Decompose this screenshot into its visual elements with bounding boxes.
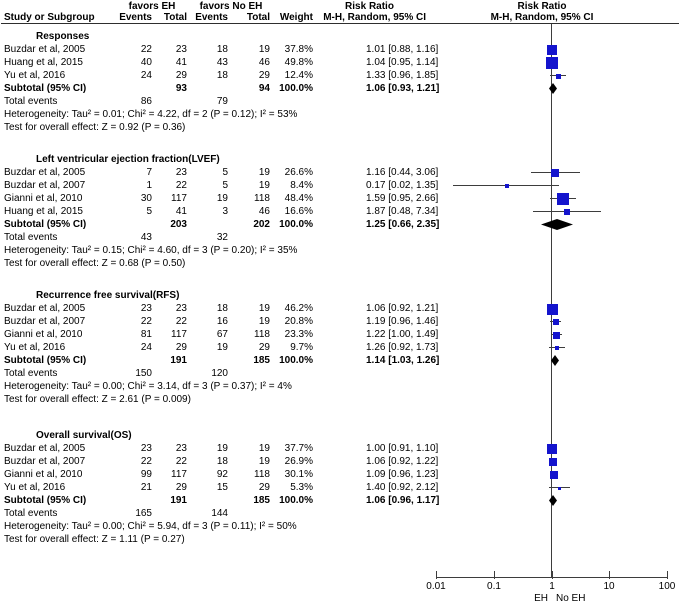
point-estimate-square <box>550 471 558 479</box>
weight-value: 12.4% <box>284 70 313 81</box>
point-estimate-square <box>557 193 569 205</box>
overall-effect-row <box>0 121 426 134</box>
risk-ratio-ci-value: 1.09 [0.96, 1.23] <box>366 469 439 480</box>
events-eh-value: 24 <box>140 70 152 81</box>
events-noeh-value: 19 <box>216 193 228 204</box>
weight-value: 46.2% <box>284 303 313 314</box>
total-eh-value: 23 <box>175 167 187 178</box>
study-row <box>0 302 439 315</box>
total-noeh-value: 118 <box>254 469 270 480</box>
overall-effect-row <box>0 533 426 546</box>
total-noeh-value: 46 <box>258 57 270 68</box>
subtotal-row <box>0 494 440 507</box>
risk-ratio-ci-value: 1.00 [0.91, 1.10] <box>366 443 439 454</box>
study-row <box>0 56 439 69</box>
total-eh-value: 117 <box>171 329 187 340</box>
total-noeh-value: 19 <box>258 316 270 327</box>
subtotal-label: Subtotal (95% CI) <box>4 355 87 366</box>
study-label: Gianni et al, 2010 <box>4 329 83 340</box>
risk-ratio-ci-value: 1.22 [1.00, 1.49] <box>366 329 439 340</box>
risk-ratio-ci-value: 1.26 [0.92, 1.73] <box>366 342 439 353</box>
study-label: Buzdar et al, 2005 <box>4 167 86 178</box>
events-eh-header: Events <box>119 12 152 23</box>
total-noeh-value: 19 <box>258 44 270 55</box>
total-noeh-header: Total <box>246 12 270 23</box>
events-eh-value: 23 <box>140 303 152 314</box>
subtotal-weight: 100.0% <box>279 495 313 506</box>
study-row <box>0 341 439 354</box>
total-eh-header: Total <box>163 12 187 23</box>
study-row <box>0 315 439 328</box>
favors-eh-header: favors EH <box>128 1 176 12</box>
total-events-row <box>0 507 426 520</box>
study-label: Yu et al, 2016 <box>4 482 66 493</box>
weight-value: 16.6% <box>284 206 313 217</box>
point-estimate-square <box>546 57 558 69</box>
point-estimate-square <box>547 444 557 454</box>
heterogeneity-row <box>0 108 426 121</box>
total-noeh-value: 118 <box>254 193 270 204</box>
study-label: Buzdar et al, 2007 <box>4 316 86 327</box>
subtotal-risk-ratio-ci: 1.06 [0.96, 1.17] <box>366 495 440 506</box>
total-events-row <box>0 231 426 244</box>
total-events-label: Total events <box>4 96 58 107</box>
risk-ratio-ci-value: 1.19 [0.96, 1.46] <box>366 316 439 327</box>
subtotal-total-noeh: 185 <box>253 495 270 506</box>
subtotal-total-eh: 203 <box>170 219 187 230</box>
total-events-label: Total events <box>4 368 58 379</box>
study-row <box>0 468 439 481</box>
events-noeh-value: 5 <box>222 180 228 191</box>
subtotal-diamond <box>541 219 573 230</box>
axis-tick-label: 0.1 <box>487 581 501 592</box>
axis-tick <box>609 571 610 579</box>
study-label: Buzdar et al, 2005 <box>4 443 86 454</box>
heterogeneity-row <box>0 244 426 257</box>
no-effect-line <box>551 24 552 578</box>
subtotal-label: Subtotal (95% CI) <box>4 219 87 230</box>
weight-value: 26.9% <box>284 456 313 467</box>
risk-ratio-ci-value: 1.87 [0.48, 7.34] <box>366 206 439 217</box>
total-eh-value: 29 <box>175 70 187 81</box>
subtotal-label: Subtotal (95% CI) <box>4 495 87 506</box>
risk-ratio-ci-value: 1.04 [0.95, 1.14] <box>366 57 439 68</box>
weight-value: 48.4% <box>284 193 313 204</box>
study-row <box>0 481 439 494</box>
weight-value: 26.6% <box>284 167 313 178</box>
total-events-row <box>0 95 426 108</box>
axis-tick-label: 0.01 <box>426 581 446 592</box>
study-label: Yu et al, 2016 <box>4 342 66 353</box>
total-eh-value: 117 <box>171 193 187 204</box>
mh-random-plot-header: M-H, Random, 95% CI <box>490 12 594 23</box>
events-eh-value: 81 <box>140 329 152 340</box>
risk-ratio-ci-value: 1.06 [0.92, 1.22] <box>366 456 439 467</box>
weight-value: 37.8% <box>284 44 313 55</box>
total-noeh-value: 19 <box>258 303 270 314</box>
axis-no-eh-label: No EH <box>556 593 586 604</box>
subgroup-title-row <box>0 289 426 302</box>
subtotal-row <box>0 82 440 95</box>
favors-no-eh-header: favors No EH <box>199 1 263 12</box>
axis-tick <box>436 571 437 579</box>
study-label: Buzdar et al, 2007 <box>4 456 86 467</box>
total-events-eh: 165 <box>135 508 152 519</box>
subtotal-risk-ratio-ci: 1.06 [0.93, 1.21] <box>366 83 440 94</box>
subgroup-title-row <box>0 153 426 166</box>
weight-value: 20.8% <box>284 316 313 327</box>
axis-tick-label: 1 <box>549 581 555 592</box>
risk-ratio-plot-header: Risk Ratio <box>517 1 567 12</box>
events-eh-value: 30 <box>140 193 152 204</box>
subtotal-risk-ratio-ci: 1.25 [0.66, 2.35] <box>366 219 440 230</box>
events-noeh-value: 19 <box>216 342 228 353</box>
total-noeh-value: 19 <box>258 167 270 178</box>
weight-header: Weight <box>279 12 313 23</box>
total-events-label: Total events <box>4 232 58 243</box>
heterogeneity-row <box>0 520 426 533</box>
point-estimate-square <box>558 487 561 490</box>
total-eh-value: 22 <box>175 316 187 327</box>
events-eh-value: 5 <box>146 206 152 217</box>
study-label: Yu et al, 2016 <box>4 70 66 81</box>
total-eh-value: 23 <box>175 303 187 314</box>
events-eh-value: 24 <box>140 342 152 353</box>
overall-effect-text: Test for overall effect: Z = 2.61 (P = 0.009) <box>4 394 191 405</box>
events-noeh-value: 19 <box>216 443 228 454</box>
study-subgroup-header: Study or Subgroup <box>4 12 95 23</box>
axis-tick-label: 100 <box>658 581 676 592</box>
total-eh-value: 22 <box>175 456 187 467</box>
total-eh-value: 23 <box>175 44 187 55</box>
total-events-row <box>0 367 426 380</box>
overall-effect-row <box>0 393 426 406</box>
total-events-label: Total events <box>4 508 58 519</box>
heterogeneity-text: Heterogeneity: Tau² = 0.00; Chi² = 3.14, df = 3 (P = 0.37); I² = 4% <box>4 381 292 392</box>
study-label: Huang et al, 2015 <box>4 57 83 68</box>
events-eh-value: 22 <box>140 316 152 327</box>
total-events-eh: 86 <box>140 96 152 107</box>
events-eh-value: 22 <box>140 456 152 467</box>
events-eh-value: 23 <box>140 443 152 454</box>
events-noeh-value: 18 <box>216 44 228 55</box>
total-eh-value: 41 <box>175 206 187 217</box>
events-eh-value: 22 <box>140 44 152 55</box>
weight-value: 37.7% <box>284 443 313 454</box>
weight-value: 23.3% <box>284 329 313 340</box>
study-row <box>0 442 439 455</box>
total-eh-value: 41 <box>175 57 187 68</box>
total-eh-value: 29 <box>175 482 187 493</box>
study-row <box>0 205 439 218</box>
point-estimate-square <box>551 169 559 177</box>
study-row <box>0 455 439 468</box>
events-eh-value: 40 <box>140 57 152 68</box>
total-noeh-value: 19 <box>258 456 270 467</box>
study-label: Huang et al, 2015 <box>4 206 83 217</box>
point-estimate-square <box>549 458 557 466</box>
overall-effect-row <box>0 257 426 270</box>
study-row <box>0 166 439 179</box>
total-events-eh: 43 <box>140 232 152 243</box>
events-eh-value: 1 <box>146 180 152 191</box>
total-noeh-value: 19 <box>258 180 270 191</box>
point-estimate-square <box>547 45 557 55</box>
study-label: Gianni et al, 2010 <box>4 469 83 480</box>
axis-tick <box>494 571 495 579</box>
weight-value: 8.4% <box>290 180 313 191</box>
point-estimate-square <box>556 74 561 79</box>
study-label: Buzdar et al, 2005 <box>4 303 86 314</box>
total-noeh-value: 118 <box>254 329 270 340</box>
subtotal-total-noeh: 202 <box>253 219 270 230</box>
subtotal-weight: 100.0% <box>279 355 313 366</box>
events-noeh-value: 3 <box>222 206 228 217</box>
axis-tick <box>552 571 553 579</box>
total-events-eh: 150 <box>135 368 152 379</box>
point-estimate-square <box>547 304 558 315</box>
risk-ratio-ci-value: 1.01 [0.88, 1.16] <box>366 44 439 55</box>
subtotal-diamond <box>551 355 559 366</box>
subtotal-row <box>0 354 440 367</box>
events-noeh-value: 15 <box>216 482 228 493</box>
subtotal-risk-ratio-ci: 1.14 [1.03, 1.26] <box>366 355 440 366</box>
weight-value: 9.7% <box>290 342 313 353</box>
axis-tick-label: 10 <box>603 581 615 592</box>
events-noeh-header: Events <box>195 12 228 23</box>
risk-ratio-column-header: Risk Ratio <box>345 1 394 12</box>
overall-effect-text: Test for overall effect: Z = 0.92 (P = 0.36) <box>4 122 186 133</box>
total-events-noeh: 144 <box>211 508 228 519</box>
subtotal-total-noeh: 185 <box>253 355 270 366</box>
events-noeh-value: 92 <box>216 469 228 480</box>
heterogeneity-row <box>0 380 426 393</box>
header-underline <box>1 23 679 24</box>
events-noeh-value: 67 <box>216 329 228 340</box>
point-estimate-square <box>555 346 559 350</box>
heterogeneity-text: Heterogeneity: Tau² = 0.15; Chi² = 4.60, df = 3 (P = 0.20); I² = 35% <box>4 245 298 256</box>
risk-ratio-ci-value: 0.17 [0.02, 1.35] <box>366 180 439 191</box>
total-noeh-value: 19 <box>258 443 270 454</box>
events-noeh-value: 16 <box>216 316 228 327</box>
subgroup-title: Overall survival(OS) <box>36 430 132 441</box>
subgroup-title-row <box>0 429 426 442</box>
axis-eh-label: EH <box>534 593 548 604</box>
study-row <box>0 43 439 56</box>
subtotal-total-noeh: 94 <box>258 83 270 94</box>
events-noeh-value: 18 <box>216 70 228 81</box>
weight-value: 30.1% <box>284 469 313 480</box>
events-eh-value: 21 <box>140 482 152 493</box>
total-events-noeh: 79 <box>216 96 228 107</box>
subgroup-title: Responses <box>36 31 90 42</box>
subtotal-total-eh: 93 <box>175 83 187 94</box>
overall-effect-text: Test for overall effect: Z = 1.11 (P = 0.27) <box>4 534 185 545</box>
axis-tick <box>667 571 668 579</box>
risk-ratio-ci-value: 1.16 [0.44, 3.06] <box>366 167 439 178</box>
total-noeh-value: 29 <box>258 482 270 493</box>
risk-ratio-ci-value: 1.59 [0.95, 2.66] <box>366 193 439 204</box>
total-noeh-value: 29 <box>258 342 270 353</box>
study-label: Buzdar et al, 2005 <box>4 44 86 55</box>
heterogeneity-text: Heterogeneity: Tau² = 0.00; Chi² = 5.94, df = 3 (P = 0.11); I² = 50% <box>4 521 297 532</box>
subtotal-label: Subtotal (95% CI) <box>4 83 87 94</box>
point-estimate-square <box>505 184 509 188</box>
subgroup-title: Left ventricular ejection fraction(LVEF) <box>36 154 220 165</box>
study-row <box>0 69 439 82</box>
subtotal-total-eh: 191 <box>170 495 187 506</box>
mh-random-column-header: M-H, Random, 95% CI <box>323 12 426 23</box>
study-row <box>0 179 439 192</box>
risk-ratio-ci-value: 1.06 [0.92, 1.21] <box>366 303 439 314</box>
total-eh-value: 117 <box>171 469 187 480</box>
study-label: Gianni et al, 2010 <box>4 193 83 204</box>
weight-value: 49.8% <box>284 57 313 68</box>
risk-ratio-ci-value: 1.40 [0.92, 2.12] <box>366 482 439 493</box>
events-noeh-value: 43 <box>216 57 228 68</box>
events-eh-value: 7 <box>146 167 152 178</box>
risk-ratio-ci-value: 1.33 [0.96, 1.85] <box>366 70 439 81</box>
subtotal-row <box>0 218 440 231</box>
study-row <box>0 192 439 205</box>
heterogeneity-text: Heterogeneity: Tau² = 0.01; Chi² = 4.22, df = 2 (P = 0.12); I² = 53% <box>4 109 298 120</box>
subgroup-title-row <box>0 30 426 43</box>
events-noeh-value: 18 <box>216 303 228 314</box>
subtotal-weight: 100.0% <box>279 219 313 230</box>
subtotal-weight: 100.0% <box>279 83 313 94</box>
study-label: Buzdar et al, 2007 <box>4 180 86 191</box>
total-events-noeh: 120 <box>211 368 228 379</box>
total-eh-value: 23 <box>175 443 187 454</box>
point-estimate-square <box>553 332 560 339</box>
point-estimate-square <box>564 209 570 215</box>
point-estimate-square <box>553 319 559 325</box>
total-events-noeh: 32 <box>216 232 228 243</box>
total-eh-value: 22 <box>175 180 187 191</box>
events-noeh-value: 18 <box>216 456 228 467</box>
events-eh-value: 99 <box>140 469 152 480</box>
total-noeh-value: 46 <box>258 206 270 217</box>
weight-value: 5.3% <box>290 482 313 493</box>
subtotal-total-eh: 191 <box>170 355 187 366</box>
total-noeh-value: 29 <box>258 70 270 81</box>
subgroup-title: Recurrence free survival(RFS) <box>36 290 180 301</box>
overall-effect-text: Test for overall effect: Z = 0.68 (P = 0.50) <box>4 258 186 269</box>
study-row <box>0 328 439 341</box>
events-noeh-value: 5 <box>222 167 228 178</box>
total-eh-value: 29 <box>175 342 187 353</box>
